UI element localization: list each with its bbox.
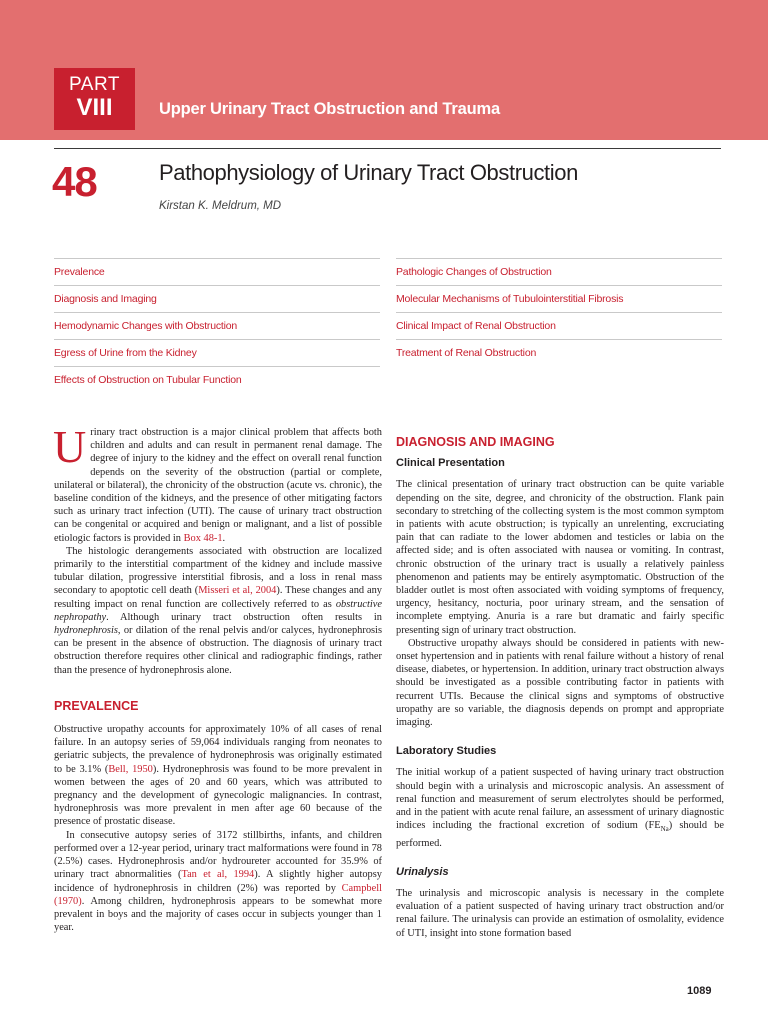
prevalence-heading: PREVALENCE	[54, 698, 139, 713]
autopsy-text: . Among children, hydronephrosis appears to be somewhat more prevalent in boys and the majority of cases occur in subjects younger than 1 year.	[54, 895, 382, 934]
fena-subscript: Na	[660, 825, 669, 834]
histologic-text: , or dilation of the renal pelvis and/or calyces, hydronephrosis can be present in the absence of obstruction. The diagnosis of urinary tract obstruction therefore requires other clinical and radiographic findings, rather than the presence of hydronephrosis alone.	[54, 625, 382, 676]
citation-link[interactable]: Bell, 1950	[108, 763, 153, 775]
autopsy-text: In consecutive autopsy series of 3172 stillbirths, infants, and children performed over a 12-year period, urinary tract malformations were found in 78 (2.5%) cases. Hydronephrosis and/or hydroureter accounted for 35.9% of urinary tract abnormalities (	[54, 829, 382, 881]
citation-link[interactable]: Misseri et al, 2004	[198, 585, 277, 597]
part-label: PART	[69, 74, 120, 95]
toc-right-column	[396, 258, 722, 366]
header-rule	[54, 148, 721, 149]
toc-link-diagnosis-imaging[interactable]: Diagnosis and Imaging	[54, 285, 380, 312]
toc-link-prevalence[interactable]: Prevalence	[54, 258, 380, 285]
intro-text-end: .	[222, 532, 226, 544]
laboratory-text: The initial workup of a patient suspected of having urinary tract obstruction should begin with a urinalysis and microscopic analysis. An assessment of renal function and measurement of serum electrolytes should be performed, and in the patient with acute renal failure, an assessment of urinary diagnostic indices including the fractional excretion of sodium (	[396, 767, 724, 832]
toc-link-pathologic-changes[interactable]: Pathologic Changes of Obstruction	[396, 258, 722, 285]
histologic-text: The histologic derangements associated with obstruction are localized primarily to the interstitial compartment of the kidney and include massive tubular dilation, progressive interstitial fibrosis, and a loss in renal mass secondary to apoptotic cell death (	[54, 545, 382, 597]
intro-text: rinary tract obstruction is a major clinical problem that affects both children and adults and can result in permanent renal damage. The degree of injury to the kidney and the effect on overall renal function depends on the severity of the obstruction (partial or complete, unilateral or bilateral), the chronicity of the obstruction (acute vs. chronic), the baseline condition of the kidneys, and the presence of other mitigating factors such as urinary tract infection (UTI). The cause of urinary tract obstruction can be congenital or acquired and benign or malignant, and a list of possible etiologic factors is provided in	[54, 427, 382, 544]
right-text-column	[396, 436, 724, 940]
prevalence-text: ). Hydronephrosis was found to be more prevalent in women between the ages of 20 and 60 years, which was attributed to pregnancy and the development of gynecologic malignancies. In contrast, hydronephrosis was more prevalent in men after age 60 because of the presence of prostatic disease.	[54, 763, 383, 828]
part-title: Upper Urinary Tract Obstruction and Trauma	[159, 100, 500, 118]
toc-link-tubular-function[interactable]: Effects of Obstruction on Tubular Function	[54, 366, 380, 393]
drop-cap: U	[53, 421, 87, 472]
emphasis-term: hydronephrosis	[54, 625, 118, 637]
prevalence-text: Obstructive uropathy accounts for approximately 10% of all cases of renal failure. In an autopsy series of 59,064 individuals ranging from neonates to geriatric subjects, the prevalence of hydronephrosis was originally estimated to be 3.1% (	[54, 724, 382, 775]
laboratory-paragraph	[396, 766, 724, 849]
toc-link-egress-of-urine[interactable]: Egress of Urine from the Kidney	[54, 339, 380, 366]
clinical-paragraph: The clinical presentation of urinary tract obstruction can be quite variable depending on the site, degree, and chronicity of the obstruction. Flank pain secondary to stretching of the collecting system is the most common symptom in patients with acute obstruction; is typically an unrelenting, excruciating pain that can radiate to the lower abdomen and testicles or labia on the affected side; and is often associated with nausea or vomiting. In contrast, chronic obstruction of the urinary tract is usually a relatively painless phenomenon and patients may be entirely asymptomatic. Obstruction of the bladder outlet is most often associated with voiding symptoms of frequency, urgency, hesitancy, nocturia, poor urinary stream, and the sensation of incomplete emptying. Anuria is a rare but dramatic and fairly specific presenting sign of urinary tract obstruction.	[396, 479, 724, 636]
prevalence-paragraph	[54, 723, 382, 829]
citation-link[interactable]: Tan et al, 1994	[181, 869, 255, 881]
emphasis-term: obstructive nephropathy	[54, 598, 382, 623]
part-badge	[54, 68, 135, 130]
autopsy-paragraph	[54, 829, 382, 935]
fena-term: FE	[648, 820, 661, 832]
urinalysis-paragraph: The urinalysis and microscopic analysis is necessary in the complete evaluation of a patient suspected of having urinary tract obstruction and/or renal failure. The urinalysis can provide an estimation of osmolality, evidence of UTI, insight into stone formation based	[396, 887, 724, 939]
histologic-text: . Although urinary tract obstruction often results in	[106, 611, 382, 623]
intro-paragraph	[53, 421, 382, 545]
laboratory-studies-heading: Laboratory Studies	[396, 745, 497, 758]
urinalysis-heading: Urinalysis	[396, 865, 449, 878]
clinical-paragraph: Obstructive uropathy always should be considered in patients with new-onset hypertension and in patients with renal failure without a history of renal disease, diabetes, or hypertension. In addition, urinary tract obstruction always should be investigated as a possible contributing factor in patients with recurrent UTIs. Because the clinical signs and symptoms of obstructive uropathy are so variable, the diagnosis depends on prompt and appropriate imaging.	[396, 637, 724, 729]
part-number: VIII	[76, 94, 113, 121]
box-48-1-link[interactable]: Box 48-1	[183, 532, 223, 544]
chapter-author: Kirstan K. Meldrum, MD	[159, 200, 282, 212]
left-text-column	[53, 421, 383, 934]
toc-left-column	[54, 258, 380, 393]
chapter-number: 48	[52, 158, 97, 205]
toc-link-treatment[interactable]: Treatment of Renal Obstruction	[396, 339, 722, 366]
diagnosis-imaging-heading: DIAGNOSIS AND IMAGING	[396, 435, 555, 449]
citation-link[interactable]: Campbell (1970)	[54, 882, 382, 907]
chapter-title: Pathophysiology of Urinary Tract Obstruction	[159, 160, 578, 185]
toc-link-molecular-mechanisms[interactable]: Molecular Mechanisms of Tubulointerstitial Fibrosis	[396, 285, 722, 312]
autopsy-text: ). A slightly higher autopsy incidence of hydronephrosis in children (2%) was reported by	[54, 869, 382, 894]
laboratory-text-end: ) should be performed.	[396, 820, 724, 849]
page-number: 1089	[687, 985, 712, 997]
toc-link-hemodynamic-changes[interactable]: Hemodynamic Changes with Obstruction	[54, 312, 380, 339]
histologic-text: ). These changes and any resulting impact on renal function are collectively referred to as	[54, 585, 382, 610]
histologic-paragraph	[54, 545, 382, 677]
toc-link-clinical-impact[interactable]: Clinical Impact of Renal Obstruction	[396, 312, 722, 339]
clinical-presentation-heading: Clinical Presentation	[396, 457, 505, 470]
